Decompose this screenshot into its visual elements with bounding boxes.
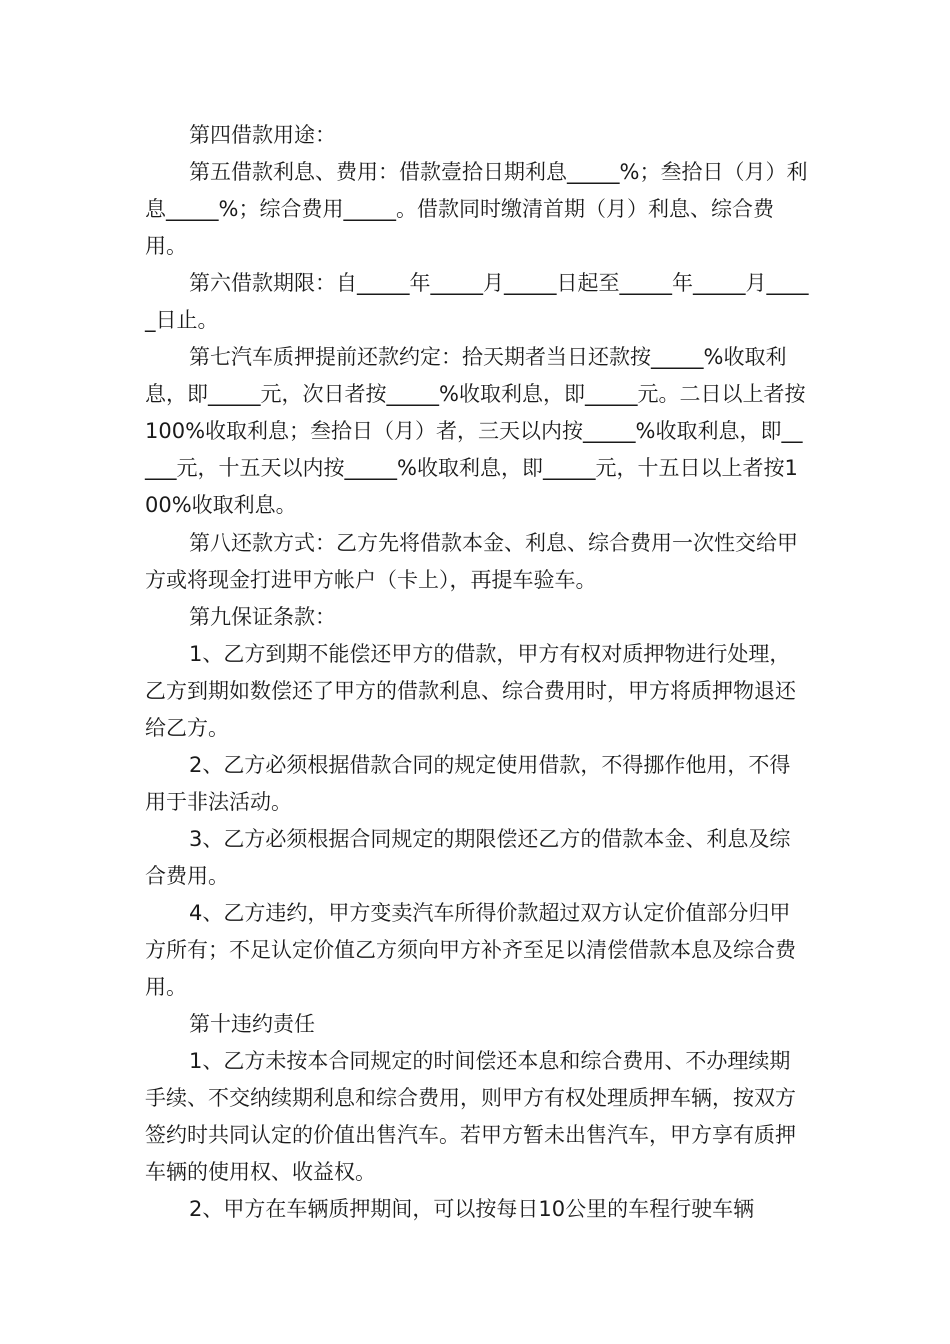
clause-10-liability-heading: 第十违约责任 xyxy=(189,1012,315,1036)
clause-9-item-1: 1、乙方到期不能偿还甲方的借款，甲方有权对质押物进行处理，乙方到期如数偿还了甲方的借款利息、综合费用时，甲方将质押物退还给乙方。 xyxy=(145,642,796,740)
clause-8-repayment-method: 第八还款方式：乙方先将借款本金、利息、综合费用一次性交给甲方或将现金打进甲方帐户（卡上），再提车验车。 xyxy=(145,531,798,592)
clause-5-interest-fees: 第五借款利息、费用：借款壹拾日期利息_____%；叁拾日（月）利息_____%；综合费用_____。借款同时缴清首期（月）利息、综合费用。 xyxy=(145,160,808,258)
clause-9-item-4: 4、乙方违约，甲方变卖汽车所得价款超过双方认定价值部分归甲方所有；不足认定价值乙方须向甲方补齐至足以清偿借款本息及综合费用。 xyxy=(145,901,796,999)
clause-7-early-repayment: 第七汽车质押提前还款约定：拾天期者当日还款按_____%收取利息，即_____元，次日者按_____%收取利息，即_____元。二日以上者按100%收取利息；叁拾日（月）者，三天以内按_____%收取利息，即_____元，十五天以内按_____%收取利息，即_____元，十五日以上者按100%收取利息。 xyxy=(145,345,806,517)
clause-9-guarantee-heading: 第九保证条款： xyxy=(189,605,336,629)
clause-4-loan-purpose: 第四借款用途： xyxy=(189,123,336,147)
clause-6-loan-term: 第六借款期限：自_____年_____月_____日起至_____年_____月_____日止。 xyxy=(145,271,809,332)
clause-9-item-3: 3、乙方必须根据合同规定的期限偿还乙方的借款本金、利息及综合费用。 xyxy=(145,827,791,888)
clause-10-item-2: 2、甲方在车辆质押期间，可以按每日10公里的车程行驶车辆 xyxy=(189,1197,755,1221)
clause-10-item-1: 1、乙方未按本合同规定的时间偿还本息和综合费用、不办理续期手续、不交纳续期利息和综合费用，则甲方有权处理质押车辆，按双方签约时共同认定的价值出售汽车。若甲方暂未出售汽车，甲方享有质押车辆的使用权、收益权。 xyxy=(145,1049,796,1184)
clause-9-item-2: 2、乙方必须根据借款合同的规定使用借款，不得挪作他用，不得用于非法活动。 xyxy=(145,753,791,814)
